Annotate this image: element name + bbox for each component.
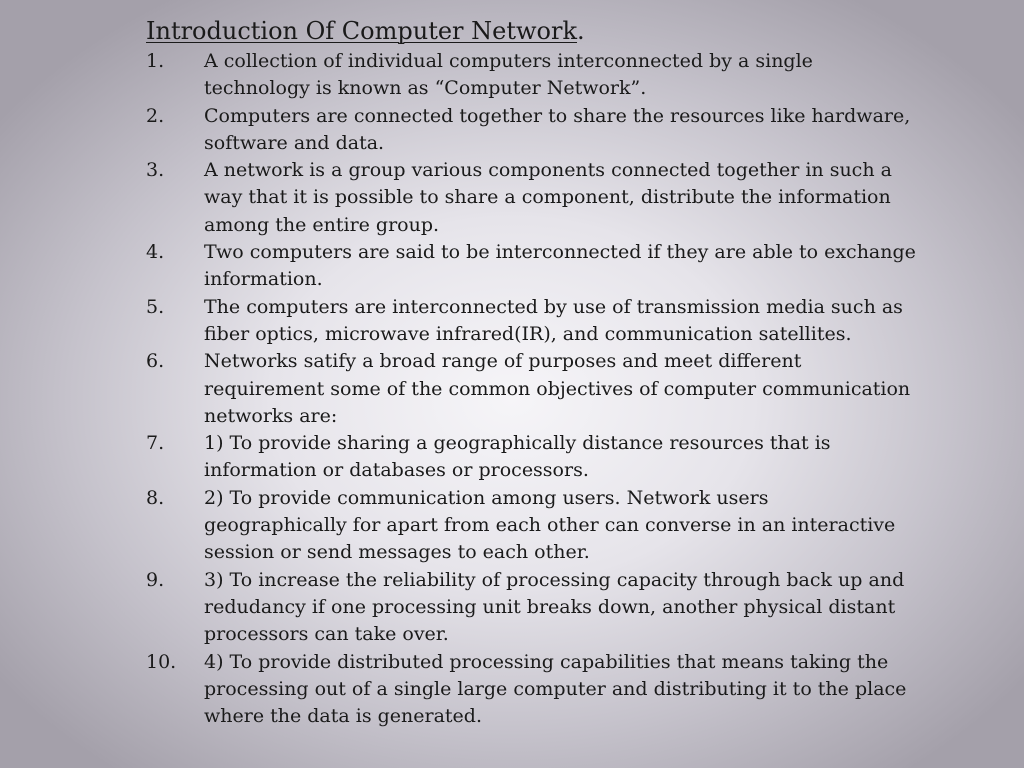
list-item-text: 2) To provide communication among users. Network users geographically for apart from each other can converse in an interactive session or send messages to each other. — [204, 486, 896, 564]
list-item-number: 5. — [146, 295, 165, 318]
list-item-text: Networks satify a broad range of purposes and meet different requirement some of the common objectives of computer communication networks are: — [204, 350, 911, 427]
list-item-number: 10. — [146, 650, 177, 673]
list-item — [146, 348, 916, 430]
list-item — [146, 103, 916, 158]
list-item-text: Computers are connected together to share the resources like hardware, software and data. — [204, 104, 911, 154]
list-item — [146, 294, 916, 349]
list-item — [146, 430, 916, 485]
list-item-number: 8. — [146, 486, 165, 509]
list-item — [146, 239, 916, 294]
list-item-text: A collection of individual computers interconnected by a single technology is known as “Computer Network”. — [204, 50, 813, 100]
list-item-text: 4) To provide distributed processing capabilities that means taking the processing out of a single large computer and distributing it to the place where the data is generated. — [204, 650, 907, 728]
list-item — [146, 485, 916, 567]
list-item-text: The computers are interconnected by use of transmission media such as fiber optics, microwave infrared(IR), and communication satellites. — [204, 295, 903, 345]
slide-title-suffix: . — [577, 17, 585, 45]
list-item-number: 6. — [146, 350, 165, 373]
list-item — [146, 567, 916, 649]
slide-title-text: Introduction Of Computer Network — [146, 17, 578, 45]
list-item-text: A network is a group various components connected together in such a way that it is possible to share a component, distribute the information among the entire group. — [204, 159, 892, 236]
list-item-number: 2. — [146, 104, 165, 127]
list-item-number: 4. — [146, 241, 165, 264]
list-item-number: 1. — [146, 50, 165, 72]
slide-title — [146, 14, 916, 48]
list-item-text: 3) To increase the reliability of processing capacity through back up and redudancy if one processing unit breaks down, another physical distant processors can take over. — [204, 568, 905, 646]
slide-content — [146, 14, 916, 730]
list-item-number: 7. — [146, 432, 165, 455]
numbered-list — [146, 48, 916, 730]
list-item — [146, 157, 916, 239]
list-item-number: 3. — [146, 159, 165, 182]
list-item — [146, 649, 916, 731]
list-item-text: 1) To provide sharing a geographically distance resources that is information or databases or processors. — [204, 432, 831, 482]
list-item-text: Two computers are said to be interconnected if they are able to exchange information. — [204, 241, 916, 291]
list-item-number: 9. — [146, 568, 165, 591]
list-item — [146, 48, 916, 103]
